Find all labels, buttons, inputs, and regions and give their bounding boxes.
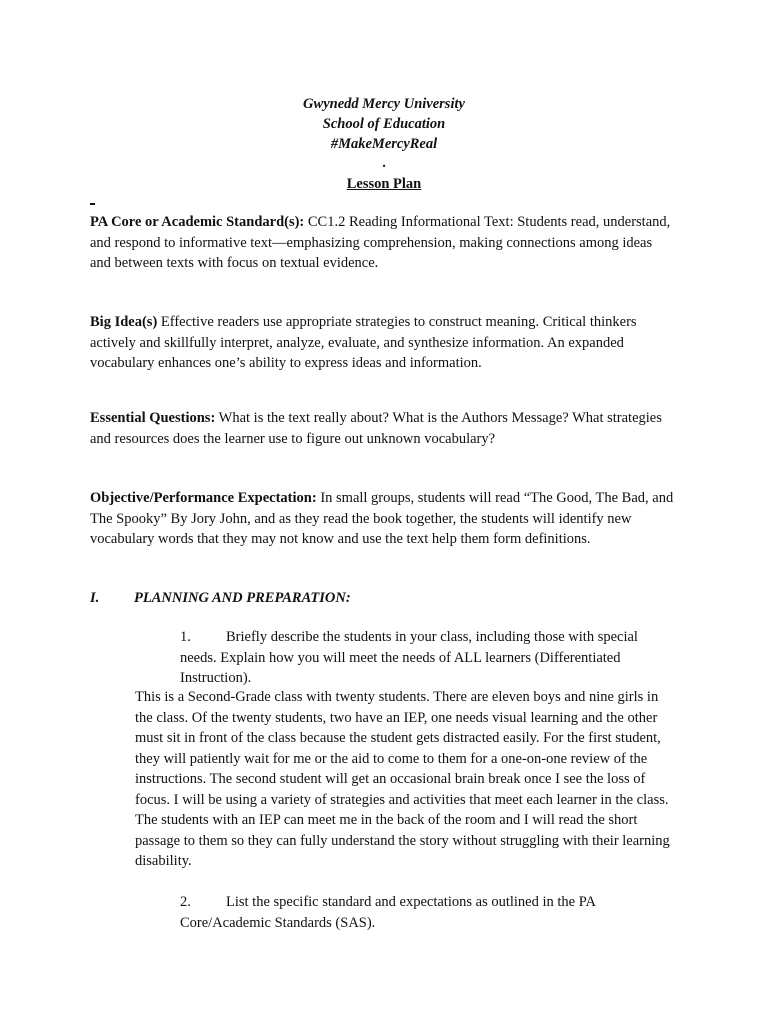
objective-paragraph [90,488,675,550]
list-item-number: 1. [180,629,191,645]
header-dot: . [382,155,386,171]
hashtag: #MakeMercyReal [330,136,438,152]
essential-questions-text: What is the text really about? What is the Authors Message? What strategies and resources does the learner use to figure out unknown vocabulary? [90,410,662,447]
objective-label: Objective/Performance Expectation: [90,490,317,506]
section-number: I. [90,590,100,606]
big-idea-paragraph [90,312,675,374]
list-item-text: List the specific standard and expectations as outlined in the PA Core/Academic Standards (SAS). [180,894,596,931]
objective-text: In small groups, students will read “The Good, The Bad, and The Spooky” By Jory John, and as they read the book together, the students will identify new vocabulary words that they may not know and use the text help them form definitions. [90,490,674,547]
lesson-plan-title: Lesson Plan [346,176,422,192]
essential-questions-paragraph [90,408,675,449]
list-item-number: 2. [180,894,191,910]
section-title: PLANNING AND PREPARATION: [134,590,351,606]
underline-mark [90,203,95,205]
list-item-text: Briefly describe the students in your class, including those with special needs. Explain how you will meet the needs of ALL learners (Differentiated Instruction). [180,629,638,686]
university-name: Gwynedd Mercy University [303,96,465,112]
standards-paragraph [90,212,675,274]
big-idea-text: Effective readers use appropriate strategies to construct meaning. Critical thinkers actively and skillfully interpret, analyze, evaluate, and synthesize information. An expanded vocabulary enhances one’s ability to express ideas and information. [90,314,637,371]
standards-text: CC1.2 Reading Informational Text: Students read, understand, and respond to informative text—emphasizing comprehension, making connections among ideas and between texts with focus on textual evidence. [90,214,671,271]
item-1-answer: This is a Second-Grade class with twenty students. There are eleven boys and nine girls in the class. Of the twenty students, two have an IEP, one needs visual learning and the other must sit in front of the class because the student gets distracted easily. For the first student, they will patiently wait for me or the aid to come to them for a one-on-one review of the instructions. The second student will get an occasional brain break once I see the loss of focus. I will be using a variety of strategies and activities that meet each learner in the class. The students with an IEP can meet me in the back of the room and I will read the short passage to them so they can fully understand the story without struggling with their learning disability. [135,689,670,869]
list-item-2 [180,892,650,933]
list-item-1 [180,627,650,689]
document-header [0,94,768,154]
school-name: School of Education [322,116,446,132]
standards-label: PA Core or Academic Standard(s): [90,214,305,230]
big-idea-label: Big Idea(s) [90,314,158,330]
essential-questions-label: Essential Questions: [90,410,216,426]
